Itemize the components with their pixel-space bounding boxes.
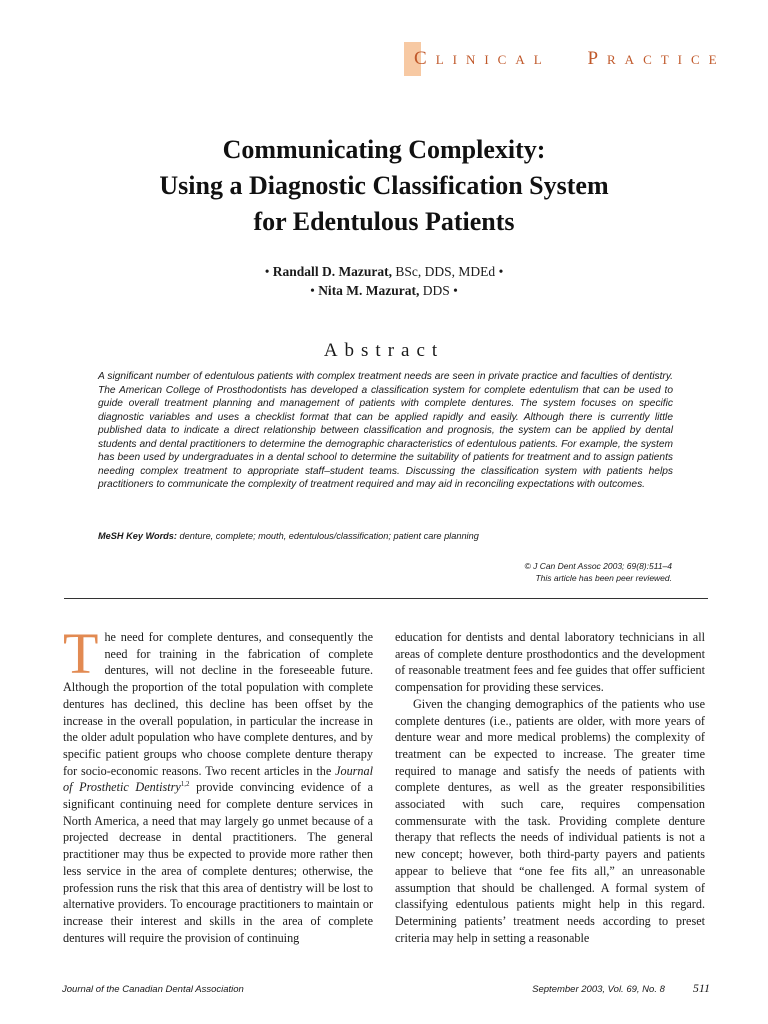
author-list	[0, 262, 768, 300]
section-word-1: LINICAL	[435, 52, 551, 67]
section-initial-1: C	[414, 48, 436, 69]
author-2	[0, 281, 768, 300]
page-number: 511	[692, 981, 710, 995]
body-column-right	[395, 629, 705, 946]
keywords-label: MeSH Key Words:	[98, 531, 177, 541]
body-paragraph: Given the changing demographics of the patients who use complete dentures (i.e., patients are older, with more years of denture wear and more medical problems) the complexity of treatment can be expected to increase. The greater time required to manage and satisfy the needs of patients with complete dentures, as well as the greater responsibilities associated with such care, requires compensation commensurate with the task. Providing complete denture therapy that reflects the needs of individual patients is not a new concept; however, both third-party payers and patients appear to believe that “one fee fits all,” an unreasonable assumption that should be challenged. A formal system of classifying edentulous patients might help in this regard. Determining patients’ treatment needs according to preset criteria may help in setting a reasonable	[395, 696, 705, 945]
footer-journal-name: Journal of the Canadian Dental Association	[62, 984, 244, 995]
section-initial-2: P	[587, 48, 608, 69]
title-line-3: for Edentulous Patients	[253, 207, 515, 236]
body-paragraph: education for dentists and dental laboratory technicians in all areas of complete denture prosthodontics and the development of reasonable treatment fees and fee guides that offer sufficient compensation for providing these services.	[395, 630, 705, 695]
section-divider	[64, 598, 708, 599]
body-column-left	[63, 621, 374, 946]
author-bullet: •	[495, 264, 504, 279]
article-title	[0, 132, 768, 240]
title-line-1: Communicating Complexity:	[222, 135, 546, 164]
author-bullet: •	[264, 264, 273, 279]
body-paragraph	[63, 621, 374, 946]
body-text: he need for complete dentures, and consequently the need for training in the fabrication of complete dentures, will not decline in the foreseeable future. Although the proportion of the total population with complete dentures has declined, this decline has been offset by the increase in the overall population, in particular the increase in the older adult population who have complete dentures, and by specific patient groups who choose complete denture therapy for socio-economic reasons. Two recent articles in the	[63, 630, 373, 778]
author-bullet: •	[310, 283, 319, 298]
footer-right	[532, 981, 710, 996]
footer-issue: September 2003, Vol. 69, No. 8	[532, 984, 665, 995]
author-bullet: •	[449, 283, 458, 298]
page-footer	[62, 981, 710, 996]
drop-cap: T	[63, 621, 99, 686]
author-1	[0, 262, 768, 281]
body-text: provide convincing evidence of a significant continuing need for complete denture services in North America, a need that may largely go unmet because of a projected decrease in dental practitioners. The general practitioner may thus be expected to provide more rather then less service in the area of complete dentures; otherwise, the profession runs the risk that this area of dentistry will be lost to alternative providers. To encourage practitioners to maintain or increase their interest and skills in the area of complete dentures will require the provision of continuing	[63, 780, 374, 945]
author-credentials: DDS	[419, 283, 450, 298]
citation-block	[524, 560, 672, 584]
keywords-text: denture, complete; mouth, edentulous/classification; patient care planning	[176, 531, 479, 541]
peer-review-note: This article has been peer reviewed.	[535, 573, 672, 583]
section-tag	[404, 42, 726, 76]
author-name: Randall D. Mazurat,	[272, 264, 393, 279]
author-credentials: BSc, DDS, MDEd	[392, 264, 496, 279]
journal-reference: Journal of Prosthetic Dentistry	[63, 763, 373, 795]
mesh-keywords	[98, 531, 673, 541]
section-word-2: RACTICE	[607, 52, 726, 67]
abstract-text: A significant number of edentulous patients with complex treatment needs are seen in private practice and faculties of dentistry. The American College of Prosthodontists has developed a classification system for complete edentulism that can be used to guide overall treatment planning and management of patients with complete dentures. The system focuses on specific diagnostic variables and uses a checklist format that can be applied rapidly and easily. Although there is currently little published data to indicate a direct relationship between classification and prognosis, the system can be applied by dental students and dental practitioners to determine the demographic characteristics of edentulous patients. For example, the system has been used by undergraduates in a dental school to determine the suitability of patients for treatment and to assign patients needing complex treatment to appropriate staff–student teams. Discussing the classification system with patients helps practitioners to communicate the complexity of treatment required and may aid in reconciling expectations with outcomes.	[98, 371, 673, 490]
section-label	[404, 48, 726, 70]
author-name: Nita M. Mazurat,	[318, 283, 420, 298]
title-line-2: Using a Diagnostic Classification System	[159, 171, 609, 200]
citation-line: © J Can Dent Assoc 2003; 69(8):511–4	[524, 561, 672, 571]
abstract-heading: Abstract	[323, 340, 445, 361]
reference-superscript[interactable]: 1,2	[180, 780, 190, 789]
